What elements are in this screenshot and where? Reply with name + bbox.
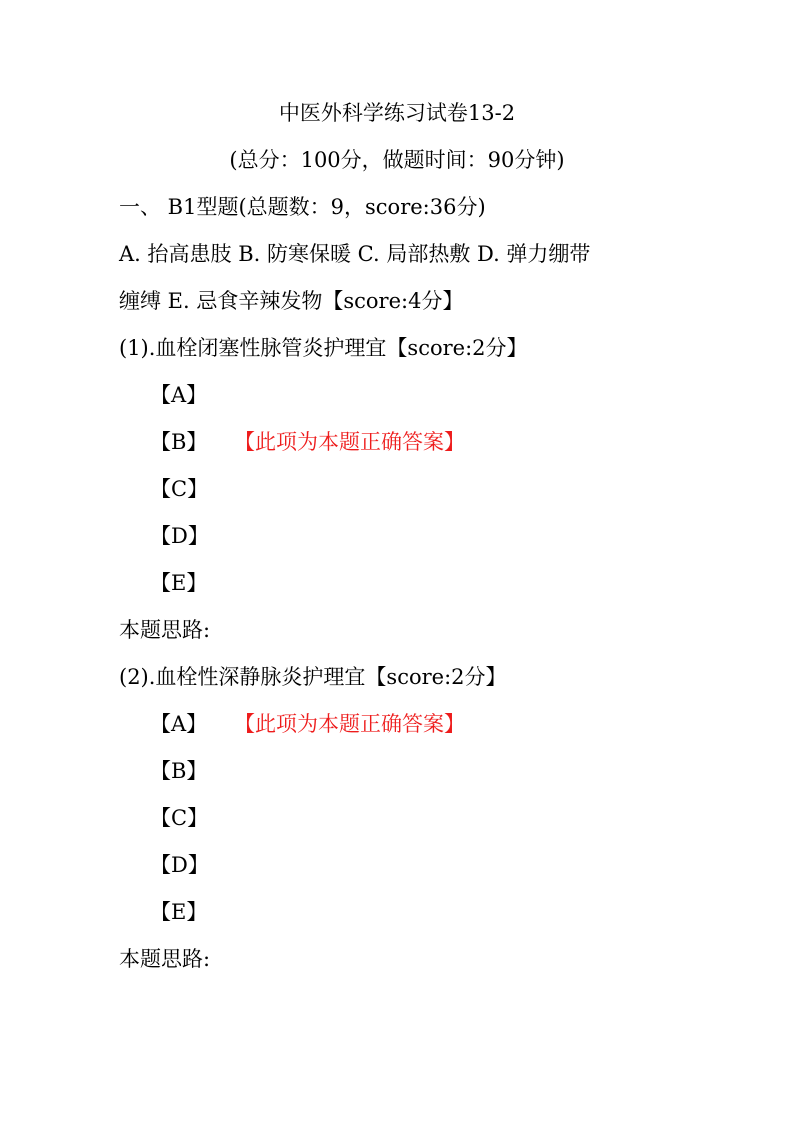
shared-options-line-2: 缠缚 E. 忌食辛辣发物【score:4分】 xyxy=(119,289,464,313)
option-b xyxy=(150,756,207,786)
option-a xyxy=(150,380,207,410)
option-d xyxy=(150,850,209,880)
option-label: 【C】 xyxy=(150,477,209,501)
question-stem: (1).血栓闭塞性脉管炎护理宜【score:2分】 xyxy=(119,336,528,360)
correct-answer-mark: 【此项为本题正确答案】 xyxy=(234,430,465,454)
option-label: 【B】 xyxy=(150,430,208,454)
option-b xyxy=(150,427,207,457)
option-label: 【A】 xyxy=(150,383,208,407)
option-c xyxy=(150,803,208,833)
option-label: 【E】 xyxy=(150,571,208,595)
option-e xyxy=(150,897,207,927)
doc-title: 中医外科学练习试卷13-2 xyxy=(278,101,516,125)
correct-answer-mark: 【此项为本题正确答案】 xyxy=(234,712,465,736)
option-label: 【D】 xyxy=(150,524,209,548)
option-c xyxy=(150,474,208,504)
option-e xyxy=(150,568,207,598)
option-d xyxy=(150,521,209,551)
question-stem: (2).血栓性深静脉炎护理宜【score:2分】 xyxy=(119,665,507,689)
explanation-label: 本题思路: xyxy=(119,618,211,642)
option-label: 【A】 xyxy=(150,712,208,736)
option-label: 【C】 xyxy=(150,806,209,830)
shared-options-line-1: A. 抬高患肢 B. 防寒保暖 C. 局部热敷 D. 弹力绷带 xyxy=(119,242,591,266)
option-label: 【D】 xyxy=(150,853,209,877)
section-heading: 一、 B1型题(总题数：9，score:36分) xyxy=(119,195,486,219)
option-label: 【B】 xyxy=(150,759,208,783)
explanation-label: 本题思路: xyxy=(119,947,211,971)
option-label: 【E】 xyxy=(150,900,208,924)
doc-subtitle: (总分：100分，做题时间：90分钟) xyxy=(229,148,565,172)
option-a xyxy=(150,709,207,739)
